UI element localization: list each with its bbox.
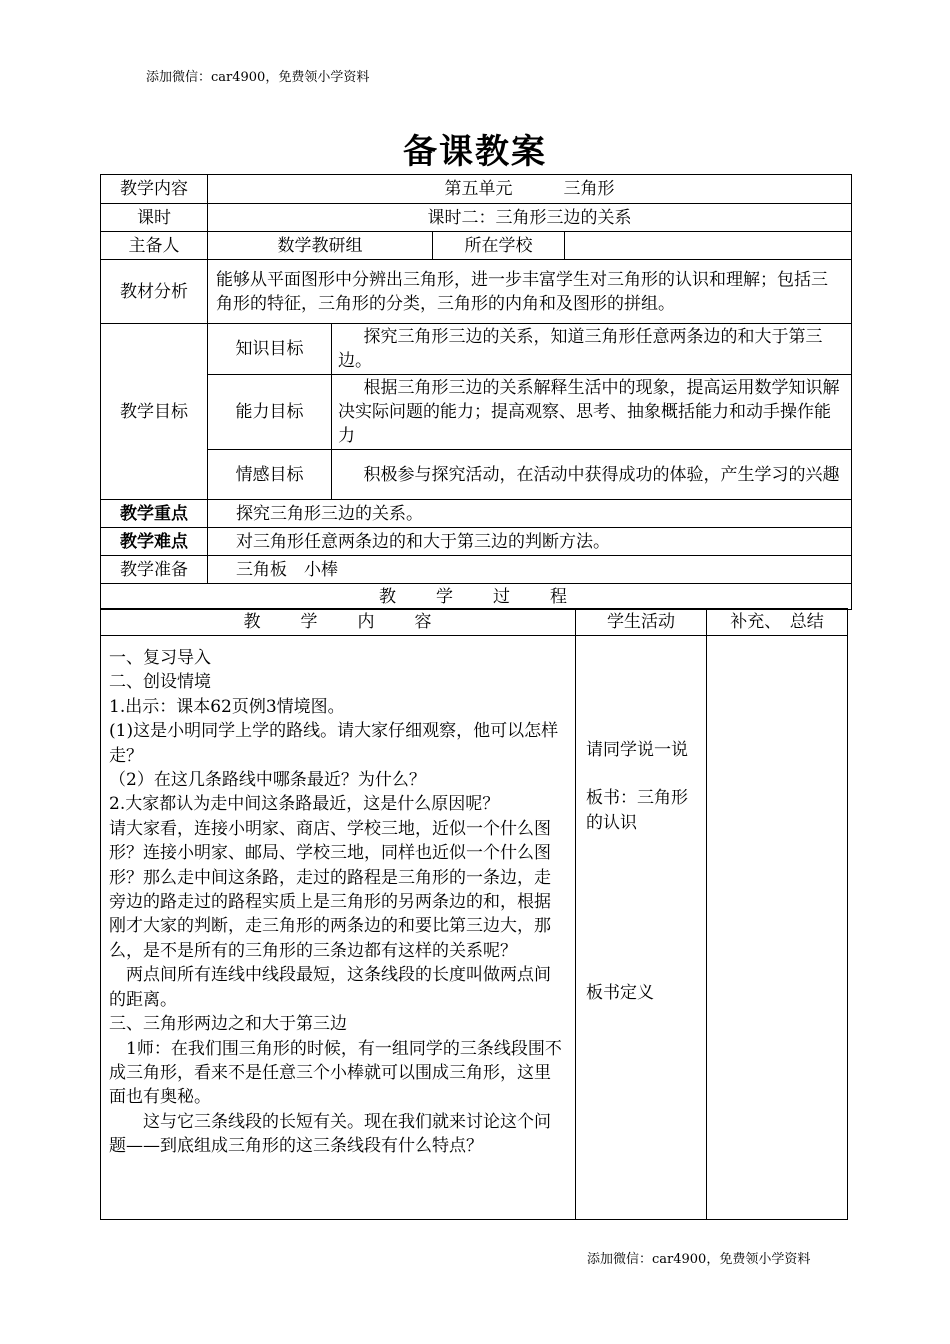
content-line: 1.出示：课本62页例3情境图。 [109,696,345,717]
school-label: 所在学校 [433,232,565,260]
lesson-info-table [100,174,852,610]
row-goal-ability [101,375,852,450]
header-note: 添加微信：car4900，免费领小学资料 [146,70,370,85]
content-line: 这与它三条线段的长短有关。现在我们就来讨论这个问题——到底组成三角形的这三条线段有什么特点？ [109,1111,551,1157]
prep-label: 教学准备 [101,556,208,584]
key-label: 教学重点 [101,500,208,528]
content-line: (1)这是小明同学上学的路线。请大家仔细观察，他可以怎样走？ [109,721,559,766]
summary-cell [707,636,848,1220]
row-process-header [101,584,852,610]
goals-label: 教学目标 [101,324,208,500]
footer-note: 添加微信：car4900，免费领小学资料 [587,1252,811,1267]
content-line: 1师：在我们围三角形的时候，有一组同学的三条线段围不成三角形，看来不是任意三个小棒就可以围成三角形，这里面也有奥秘。 [109,1038,562,1108]
row-key [101,500,852,528]
content-value: 第五单元 三角形 [208,175,852,204]
content-label: 教学内容 [101,175,208,204]
difficulty-label: 教学难点 [101,528,208,556]
row-difficulty [101,528,852,556]
process-columns-table [100,608,848,635]
analysis-value: 能够从平面图形中分辨出三角形，进一步丰富学生对三角形的认识和理解；包括三角形的特征，三角形的分类，三角形的内角和及图形的拼组。 [208,260,852,324]
column-content-header: 教学内容 [101,609,576,636]
row-preparer [101,232,852,260]
content-line: 请大家看，连接小明家、商店、学校三地，近似一个什么图形？连接小明家、邮局、学校三地，同样也近似一个什么图形？那么走中间这条路，走过的路程是三角形的一条边，走旁边的路走过的路程实质上是三角形的另两条边的和，根据刚才大家的判断，走三角形的两条边的和要比第三边大，那么，是不是所有的三角形的三条边都有这样的关系呢？ [109,818,551,961]
goal-emotion-label: 情感目标 [208,450,332,500]
analysis-label: 教材分析 [101,260,208,324]
key-value: 探究三角形三边的关系。 [208,500,852,528]
process-table [100,635,848,1220]
row-goal-knowledge [101,324,852,375]
goal-ability-text: 根据三角形三边的关系解释生活中的现象，提高运用数学知识解决实际问题的能力；提高观察、思考、抽象概括能力和动手操作能力 [332,375,852,450]
goal-knowledge-text: 探究三角形三边的关系，知道三角形任意两条边的和大于第三边。 [332,324,852,375]
row-content [101,175,852,204]
prep-value: 三角板 小棒 [208,556,852,584]
student-note: 板书：三角形的认识 [586,788,688,833]
page-title: 备课教案 [403,132,547,172]
row-goal-emotion [101,450,852,500]
row-analysis [101,260,852,324]
content-line: （2）在这几条路线中哪条最近？为什么？ [109,770,426,791]
preparer-label: 主备人 [101,232,208,260]
content-line: 2.大家都认为走中间这条路最近，这是什么原因呢？ [109,794,500,815]
goal-emotion-text: 积极参与探究活动，在活动中获得成功的体验，产生学习的兴趣 [332,450,852,500]
preparer-value: 数学教研组 [208,232,433,260]
content-line: 一、复习导入 [109,648,211,668]
column-summary-header: 补充、 总结 [707,609,848,636]
difficulty-value: 对三角形任意两条边的和大于第三边的判断方法。 [208,528,852,556]
row-prep [101,556,852,584]
lesson-value: 课时二：三角形三边的关系 [208,204,852,232]
column-student-header: 学生活动 [576,609,707,636]
goal-knowledge-label: 知识目标 [208,324,332,375]
student-activity-cell [576,636,707,1220]
student-note: 请同学说一说 [586,740,688,760]
school-value [565,232,852,260]
content-line: 两点间所有连线中线段最短，这条线段的长度叫做两点间的距离。 [109,965,551,1010]
content-line: 三、三角形两边之和大于第三边 [109,1014,347,1035]
process-header: 教学过程 [101,584,852,610]
row-lesson [101,204,852,232]
content-line: 二、创设情境 [109,672,211,693]
lesson-label: 课时 [101,204,208,232]
student-note: 板书定义 [586,983,654,1004]
goal-ability-label: 能力目标 [208,375,332,450]
process-content-cell [101,636,576,1220]
